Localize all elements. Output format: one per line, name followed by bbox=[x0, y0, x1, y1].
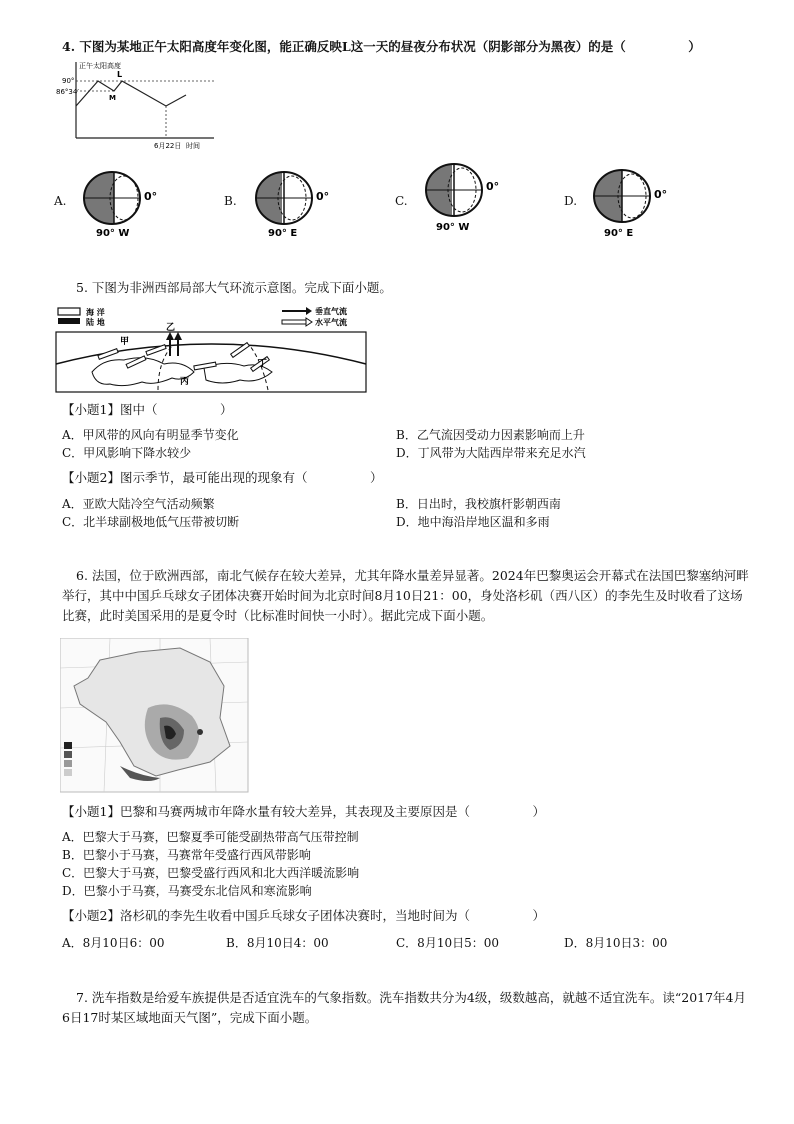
q5-sub2-option-b[interactable]: B．日出时，我校旗杆影朝西南 bbox=[396, 497, 561, 511]
meridian-label: 90° W bbox=[436, 222, 470, 233]
legend-horizontal: 水平气流 bbox=[315, 318, 347, 327]
q4-option-c-globe bbox=[414, 160, 524, 240]
q4-option-d-letter[interactable]: D. bbox=[564, 194, 578, 208]
q6-sub1-option-d[interactable]: D．巴黎小于马赛，马赛受东北信风和寒流影响 bbox=[62, 884, 312, 898]
altitude-curve bbox=[76, 81, 186, 106]
q6-sub1-option-b[interactable]: B．巴黎小于马赛，马赛常年受盛行西风带影响 bbox=[62, 848, 311, 862]
q5-sub2-option-a[interactable]: A．亚欧大陆冷空气活动频繁 bbox=[62, 497, 215, 511]
q6-sub2-option-b[interactable]: B．8月10日4：00 bbox=[226, 936, 329, 950]
q6-sub1-stem: 【小题1】巴黎和马赛两城市年降水量有较大差异，其表现及主要原因是（ ） bbox=[62, 804, 545, 819]
q6-sub2-stem: 【小题2】洛杉矶的李先生收看中国乒乓球女子团体决赛时，当地时间为（ ） bbox=[62, 908, 545, 923]
sun-altitude-chart bbox=[54, 58, 224, 154]
q5-sub2-option-c[interactable]: C．北半球副极地低气压带被切断 bbox=[62, 515, 240, 529]
label-bing: 丙 bbox=[180, 377, 190, 387]
q5-sub1-option-d[interactable]: D．丁风带为大陆西岸带来充足水汽 bbox=[396, 446, 586, 460]
q5-sub1-stem: 【小题1】图中（ ） bbox=[62, 402, 233, 417]
france-precipitation-map bbox=[60, 638, 250, 794]
q6-sub1-option-a[interactable]: A．巴黎大于马赛，巴黎夏季可能受副热带高气压带控制 bbox=[62, 830, 359, 844]
label-jia: 甲 bbox=[120, 337, 130, 347]
q4-options bbox=[54, 168, 754, 240]
y-tick-86: 86°34′ bbox=[56, 88, 79, 96]
q4-option-b-letter[interactable]: B. bbox=[224, 194, 237, 208]
meridian-label: 90° E bbox=[604, 228, 634, 239]
equator-label: 0° bbox=[654, 188, 668, 201]
label-ding: 丁 bbox=[258, 359, 268, 369]
equator-label: 0° bbox=[144, 190, 158, 203]
q6-sub2-option-a[interactable]: A．8月10日6：00 bbox=[62, 936, 165, 950]
q6-sub1-option-c[interactable]: C．巴黎大于马赛，巴黎受盛行西风和北大西洋暖流影响 bbox=[62, 866, 360, 880]
y-axis-label: 正午太阳高度 bbox=[79, 62, 121, 70]
legend-ocean: 海 洋 bbox=[86, 308, 105, 317]
q5-sub2-stem: 【小题2】图示季节，最可能出现的现象有（ ） bbox=[62, 470, 383, 485]
q4-option-a-letter[interactable]: A. bbox=[54, 194, 67, 208]
equator-label: 0° bbox=[486, 180, 500, 193]
q5-sub1-option-a[interactable]: A．甲风带的风向有明显季节变化 bbox=[62, 428, 239, 442]
q4-option-b-globe bbox=[244, 168, 354, 240]
x-axis-label: 时间 bbox=[186, 142, 200, 150]
q4-option-a-globe bbox=[72, 168, 182, 240]
q5-sub1-option-b[interactable]: B．乙气流因受动力因素影响而上升 bbox=[396, 428, 585, 442]
q6-sub2-option-c[interactable]: C．8月10日5：00 bbox=[396, 936, 499, 950]
x-tick-june22: 6月22日 bbox=[154, 142, 182, 150]
q4-option-c-letter[interactable]: C. bbox=[395, 194, 408, 208]
q5-stem: 5. 下图为非洲西部局部大气环流示意图。完成下面小题。 bbox=[76, 280, 392, 295]
q5-sub2-option-d[interactable]: D．地中海沿岸地区温和多雨 bbox=[396, 515, 550, 529]
africa-circulation-diagram bbox=[54, 302, 369, 394]
equator-label: 0° bbox=[316, 190, 330, 203]
label-yi: 乙 bbox=[166, 323, 176, 333]
legend-vertical: 垂直气流 bbox=[315, 307, 347, 316]
q4-stem: 4. 下图为某地正午太阳高度年变化图，能正确反映L这一天的昼夜分布状况（阴影部分为黑夜）的是（ ） bbox=[62, 39, 701, 54]
q5-sub1-option-c[interactable]: C．甲风影响下降水较少 bbox=[62, 446, 192, 460]
y-tick-90: 90° bbox=[62, 77, 75, 85]
meridian-label: 90° E bbox=[268, 228, 298, 239]
legend-land: 陆 地 bbox=[86, 318, 105, 327]
q6-sub2-option-d[interactable]: D．8月10日3：00 bbox=[564, 936, 668, 950]
q6-stem: 6. 法国，位于欧洲西部，南北气候存在较大差异，尤其年降水量差异显著。2024年巴黎奥运会开幕式在法国巴黎塞纳河畔举行，其中中国乒乓球女子团体决赛开始时间为北京时间8月10日21：00，身处洛杉矶（西八区）的李先生及时收看了这场比赛，此时美国采用的是夏令时（比标准时间快一小时）。据此完成下面小题。 bbox=[62, 568, 749, 623]
point-L: L bbox=[117, 70, 123, 79]
point-M: M bbox=[109, 94, 116, 102]
q4-option-d-globe bbox=[582, 166, 692, 242]
q7-stem: 7. 洗车指数是给爱车族提供是否适宜洗车的气象指数。洗车指数共分为4级，级数越高，就越不适宜洗车。读“2017年4月6日17时某区域地面天气图”，完成下面小题。 bbox=[62, 990, 747, 1025]
meridian-label: 90° W bbox=[96, 228, 130, 239]
